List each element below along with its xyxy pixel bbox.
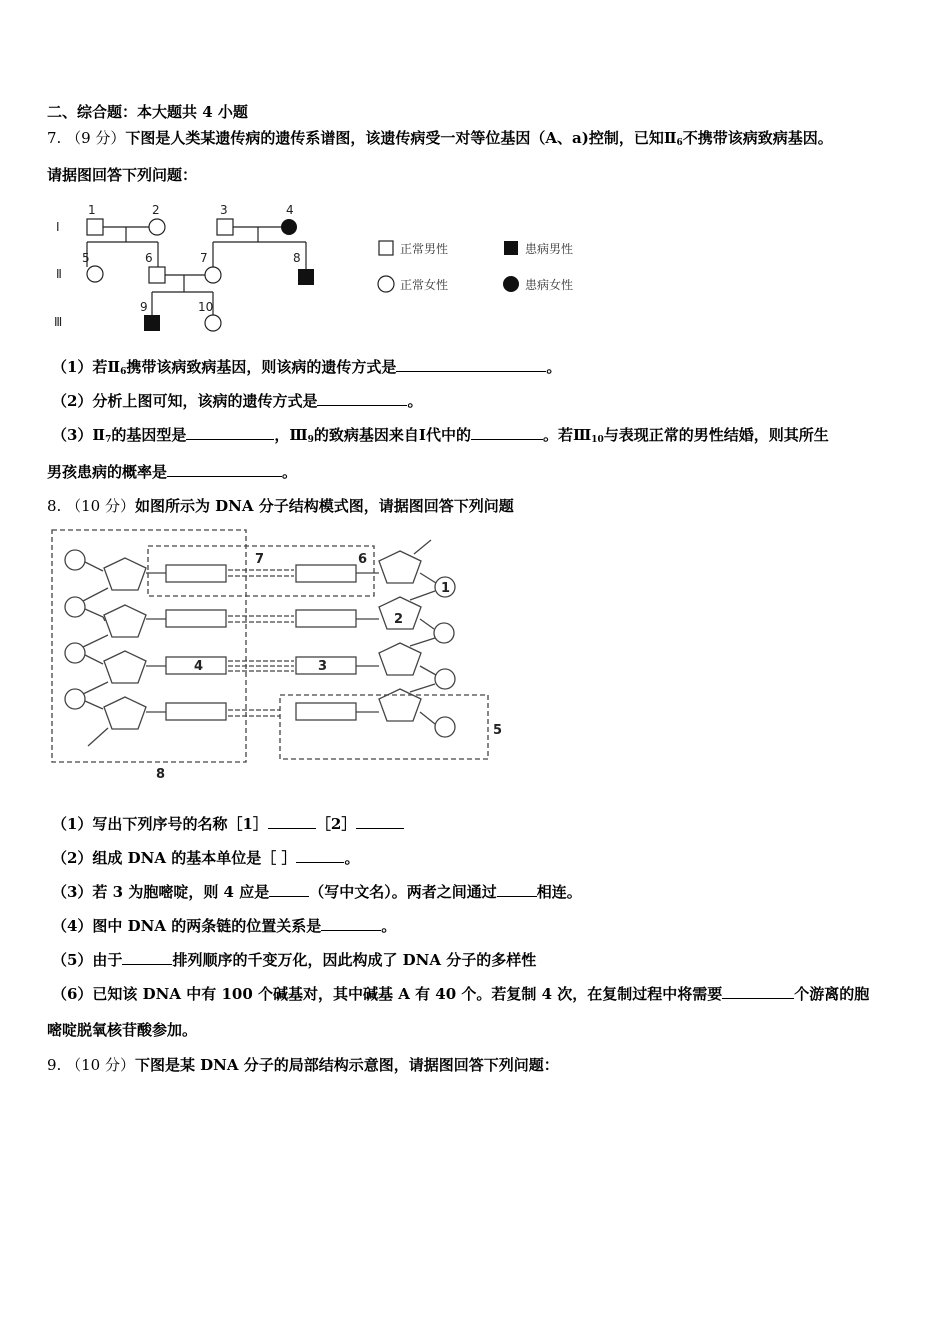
- box-5: [280, 695, 488, 759]
- legend-affected-female-icon: [503, 276, 519, 292]
- dna-label-7: 7: [255, 552, 265, 567]
- svg-text:5: 5: [82, 251, 90, 265]
- svg-text:10: 10: [198, 300, 214, 314]
- q7-sub3: $(3)Ⅱ_7$的基因型是 ，$Ⅲ_9$的致病基因来自Ⅰ代中的 。若$Ⅲ_{10}$与表现正常的男性结婚，则其所生: [52, 426, 829, 445]
- q7-stem: 7. （9 分）下图是人类某遗传病的遗传系谱图，该遗传病受一对等位基因（A、a)控制，已知$Ⅱ_6$不携带该病致病基因。: [47, 129, 833, 148]
- legend-normal-male-icon: [379, 241, 393, 255]
- q7-sub2: （2）分析上图可知，该病的遗传方式是 。: [52, 392, 423, 410]
- svg-text:9: 9: [140, 300, 148, 314]
- legend-affected-male-icon: [504, 241, 518, 255]
- answer-blank[interactable]: [296, 848, 344, 863]
- answer-blank[interactable]: [122, 950, 172, 965]
- pedigree-individual-4: [281, 219, 297, 235]
- answer-blank[interactable]: [471, 425, 543, 440]
- answer-blank[interactable]: [186, 425, 274, 440]
- q8-s3: （3）若 3 为胞嘧啶，则 4 应是 （写中文名）。两者之间通过 相连。: [52, 883, 582, 901]
- answer-blank[interactable]: [167, 462, 282, 477]
- svg-text:2: 2: [152, 203, 160, 217]
- answer-blank[interactable]: [722, 984, 794, 999]
- answer-blank[interactable]: [356, 814, 404, 829]
- answer-blank[interactable]: [317, 391, 407, 406]
- q8-s5: （5）由于 排列顺序的千变万化，因此构成了 DNA 分子的多样性: [52, 951, 537, 969]
- pedigree-individual-5: [87, 266, 103, 282]
- q7-prompt: 请据图回答下列问题：: [47, 166, 198, 184]
- answer-blank[interactable]: [321, 916, 381, 931]
- legend-normal-female: 正常女性: [400, 278, 449, 292]
- section-title: 二、综合题：本大题共 4 小题: [47, 103, 248, 121]
- answer-blank[interactable]: [396, 357, 546, 372]
- dna-label-2: 2: [394, 612, 404, 627]
- pedigree-individual-8: [298, 269, 314, 285]
- dna-label-3: 3: [318, 659, 328, 674]
- gen-label-2: Ⅱ: [56, 267, 62, 281]
- pentagon-6: [379, 551, 421, 583]
- pedigree-individual-9: [144, 315, 160, 331]
- dna-label-6: 6: [358, 552, 368, 567]
- pedigree-individual-1: [87, 219, 103, 235]
- pedigree-individual-2: [149, 219, 165, 235]
- svg-text:8: 8: [293, 251, 301, 265]
- legend-normal-male: 正常男性: [400, 242, 449, 256]
- svg-text:1: 1: [88, 203, 96, 217]
- q7-sub1: （1）若$Ⅱ_6$携带该病致病基因，则该病的遗传方式是 。: [52, 358, 562, 377]
- q8-stem: 8. （10 分）如图所示为 DNA 分子结构模式图，请据图回答下列问题: [47, 497, 514, 515]
- dna-label-1: 1: [441, 581, 451, 596]
- q7-sub3-cont: 男孩患病的概率是 。: [47, 463, 298, 481]
- pedigree-individual-7: [205, 267, 221, 283]
- svg-text:7: 7: [200, 251, 208, 265]
- legend-normal-female-icon: [378, 276, 394, 292]
- dna-structure-diagram: [48, 528, 518, 783]
- pedigree-individual-6: [149, 267, 165, 283]
- legend-affected-female: 患病女性: [525, 278, 574, 292]
- dna-label-4: 4: [194, 659, 204, 674]
- q9-stem: 9. （10 分）下图是某 DNA 分子的局部结构示意图，请据图回答下列问题：: [47, 1056, 559, 1074]
- legend-affected-male: 患病男性: [525, 242, 574, 256]
- q8-s6: （6）已知该 DNA 中有 100 个碱基对，其中碱基 A 有 40 个。若复制 4 次，在复制过程中将需要 个游离的胞: [52, 985, 870, 1003]
- pedigree-individual-3: [217, 219, 233, 235]
- q8-s4: （4）图中 DNA 的两条链的位置关系是 。: [52, 917, 397, 935]
- pedigree-chart: [48, 200, 608, 335]
- q8-s1: （1）写出下列序号的名称［1］ ［2］: [52, 814, 404, 834]
- answer-blank[interactable]: [269, 882, 309, 897]
- pedigree-individual-10: [205, 315, 221, 331]
- dna-label-5: 5: [493, 723, 503, 738]
- answer-blank[interactable]: [497, 882, 537, 897]
- svg-text:6: 6: [145, 251, 153, 265]
- gen-label-3: Ⅲ: [54, 315, 63, 329]
- gen-label-1: Ⅰ: [56, 220, 60, 234]
- svg-text:4: 4: [286, 203, 294, 217]
- q8-s6-cont: 嘧啶脱氧核苷酸参加。: [47, 1021, 198, 1039]
- dna-label-8: 8: [156, 767, 166, 782]
- svg-text:3: 3: [220, 203, 228, 217]
- answer-blank[interactable]: [268, 814, 316, 829]
- q8-s2: （2）组成 DNA 的基本单位是［ ］ 。: [52, 849, 360, 867]
